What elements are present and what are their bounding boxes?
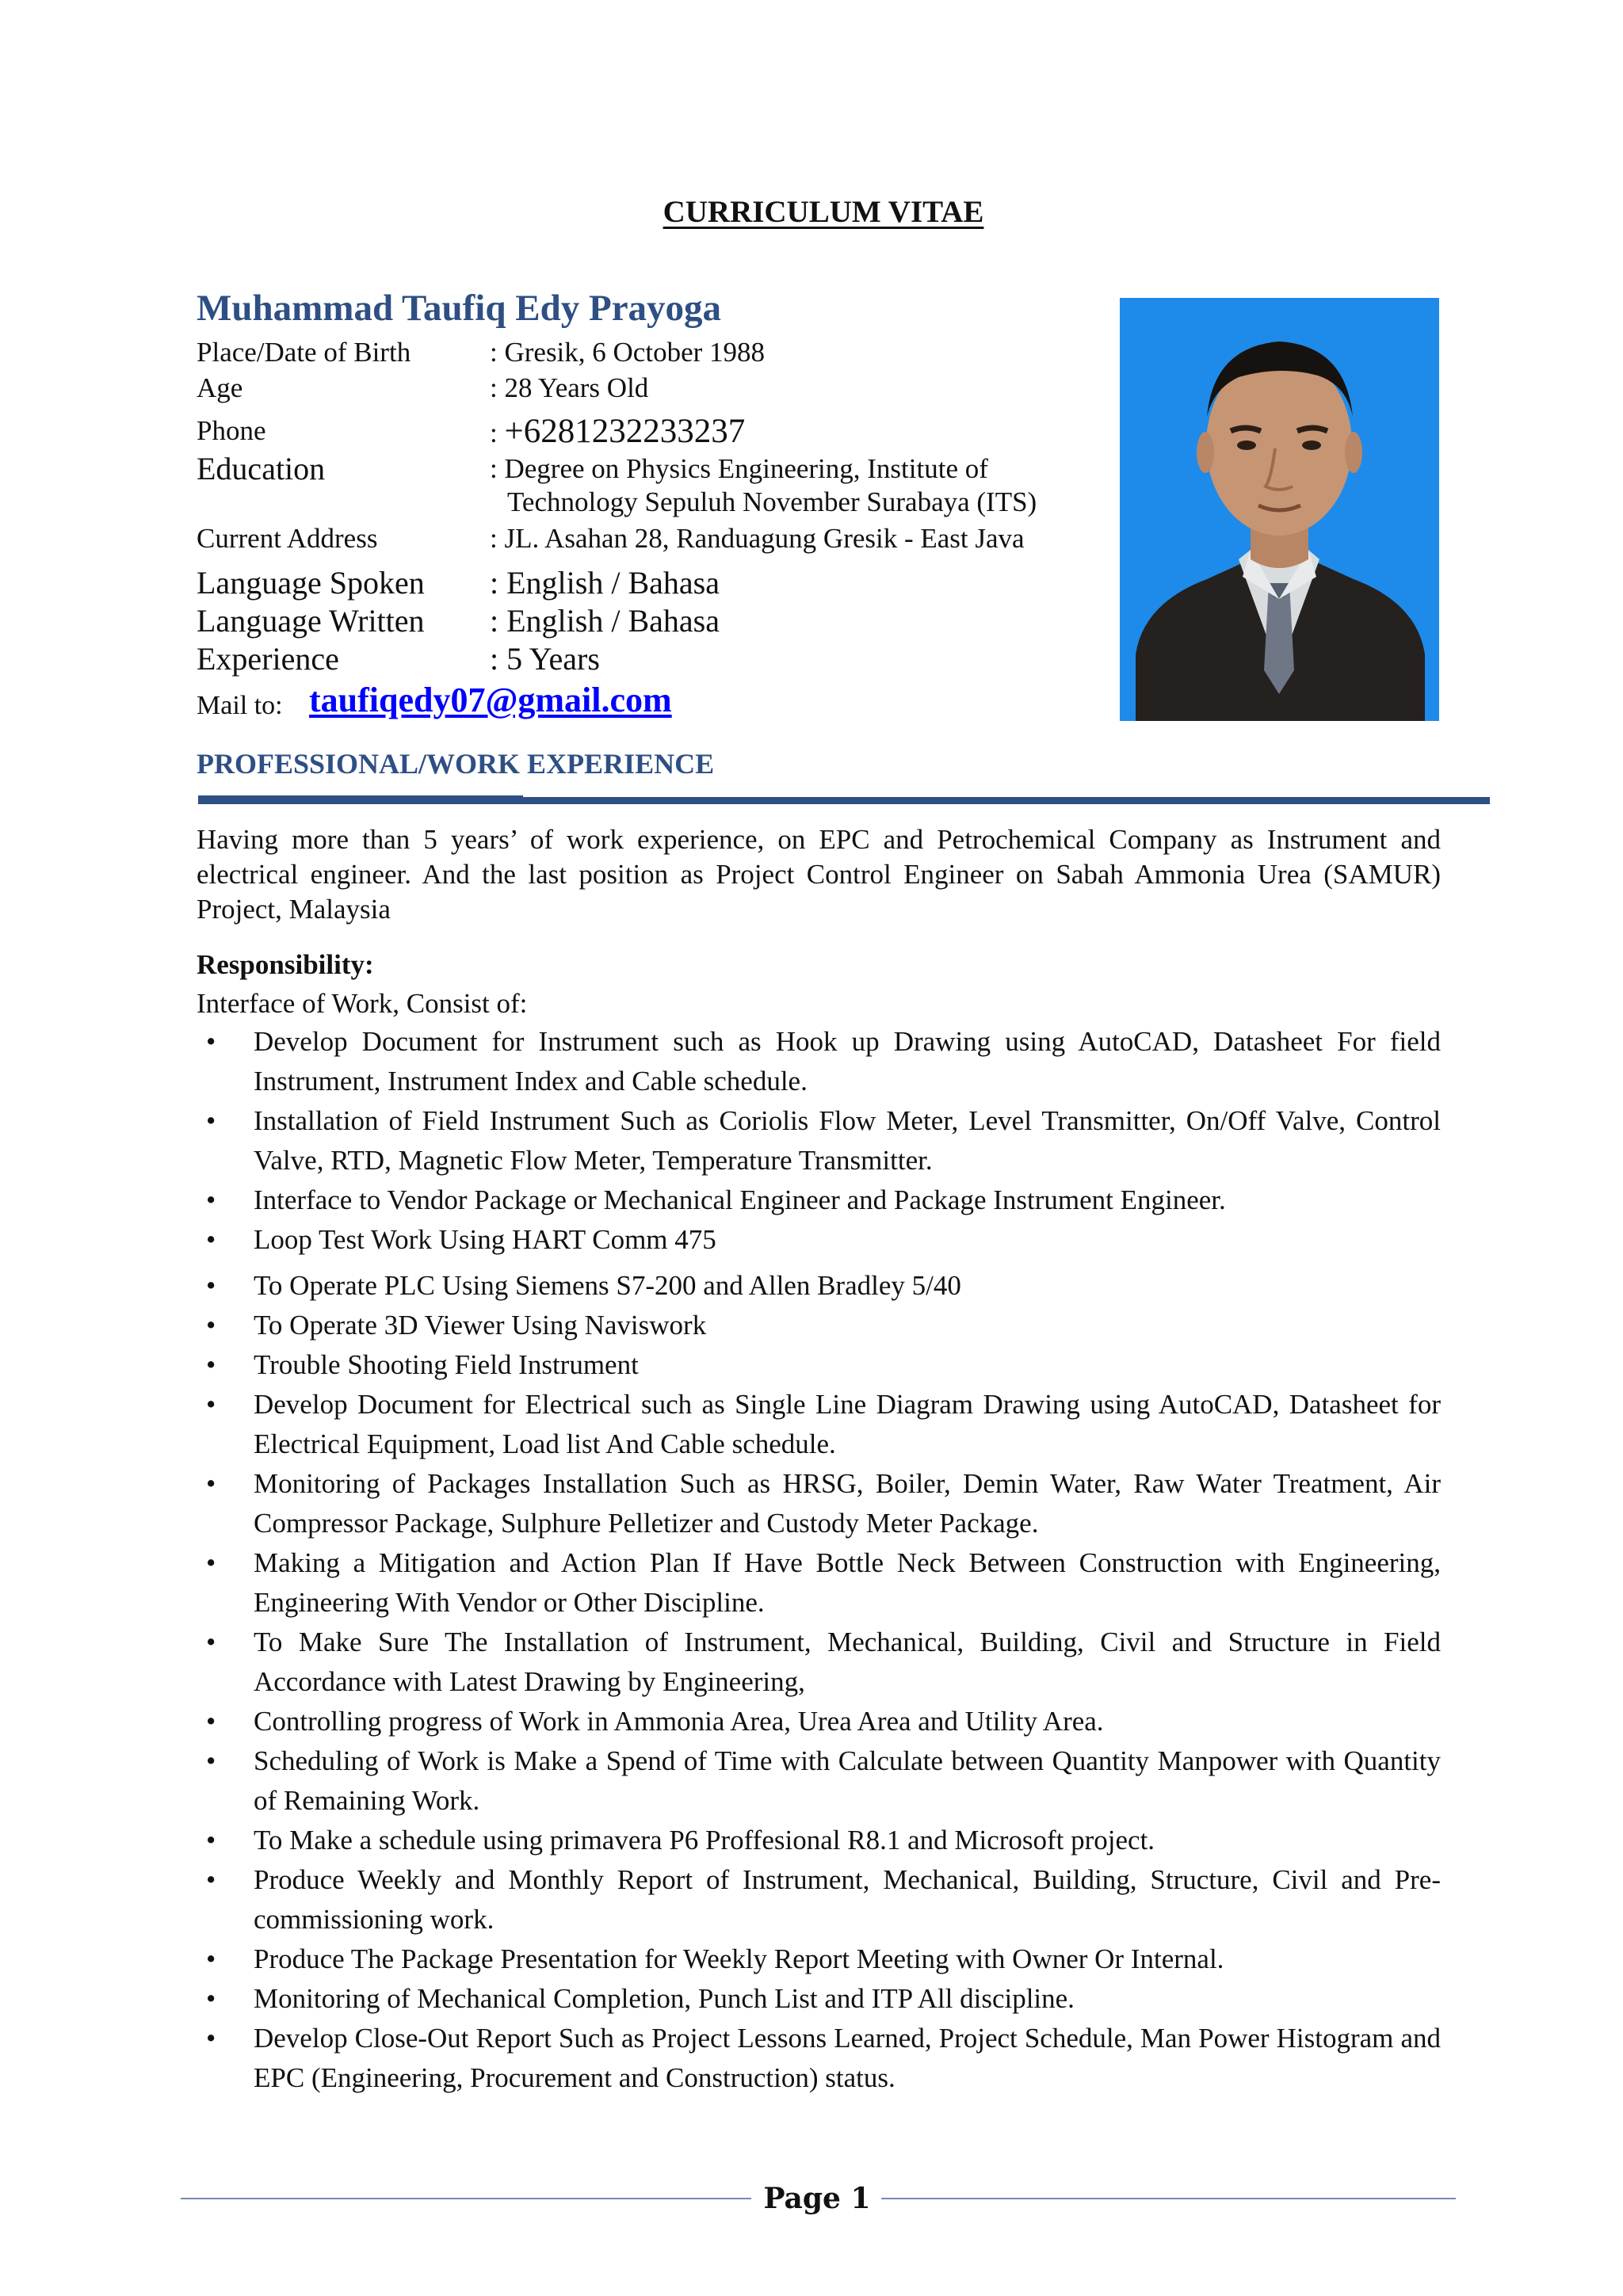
- list-item-text: To Make Sure The Installation of Instrument, Mechanical, Building, Civil and Structure in Field Accordance with Latest Drawing by Engineering,: [254, 1627, 1441, 1697]
- info-label: Education: [197, 451, 326, 486]
- portrait-illustration: [1120, 298, 1439, 721]
- list-item-text: Monitoring of Packages Installation Such as HRSG, Boiler, Demin Water, Raw Water Treatment, Air Compressor Package, Sulphure Pelletizer and Custody Meter Package.: [254, 1468, 1441, 1539]
- email-link[interactable]: taufiqedy07@gmail.com: [309, 681, 672, 719]
- list-item: [197, 1101, 1441, 1180]
- info-value: : English / Bahasa: [490, 565, 720, 601]
- info-row-address: [197, 523, 1124, 559]
- info-value: : Degree on Physics Engineering, Institute of: [490, 453, 988, 484]
- info-row-language-spoken: [197, 564, 1124, 602]
- list-item: [197, 1702, 1441, 1741]
- list-item: [197, 1464, 1441, 1543]
- section-divider: [198, 797, 1490, 804]
- info-value-continued: Technology Sepuluh November Surabaya (ITS): [507, 486, 1037, 517]
- info-label: Place/Date of Birth: [197, 337, 411, 368]
- bullet-dot-icon: •: [206, 1105, 216, 1136]
- info-label: Language Written: [197, 603, 425, 639]
- bullet-dot-icon: •: [206, 1389, 216, 1420]
- list-item-text: Produce The Package Presentation for Weekly Report Meeting with Owner Or Internal.: [254, 1943, 1224, 1974]
- list-item-text: To Operate 3D Viewer Using Naviswork: [254, 1310, 707, 1341]
- page-number: Page 1: [763, 2182, 871, 2215]
- bullet-dot-icon: •: [206, 1184, 216, 1215]
- bullet-dot-icon: •: [206, 1310, 216, 1341]
- list-item: [197, 1306, 1441, 1345]
- list-item: [197, 1741, 1441, 1821]
- list-item-text: Loop Test Work Using HART Comm 475: [254, 1224, 716, 1255]
- info-value: [490, 412, 745, 451]
- bullet-dot-icon: •: [206, 1983, 216, 2014]
- list-item-text: Trouble Shooting Field Instrument: [254, 1349, 639, 1380]
- list-item: [197, 1022, 1441, 1101]
- section-title-experience: PROFESSIONAL/WORK EXPERIENCE: [197, 748, 715, 780]
- list-item: [197, 1939, 1441, 1979]
- bullet-dot-icon: •: [206, 1349, 216, 1380]
- list-item-text: Installation of Field Instrument Such as Coriolis Flow Meter, Level Transmitter, On/Off Valve, Control Valve, RTD, Magnetic Flow Meter, Temperature Transmitter.: [254, 1105, 1441, 1176]
- info-row-age: [197, 372, 1124, 408]
- bullet-dot-icon: •: [206, 1026, 216, 1057]
- mail-label: Mail to:: [197, 691, 283, 720]
- phone-number: +6281232233237: [504, 413, 746, 450]
- footer-divider-right: [881, 2198, 1456, 2199]
- list-item: [197, 1860, 1441, 1939]
- bullet-dot-icon: •: [206, 1224, 216, 1255]
- list-item: [197, 2019, 1441, 2098]
- list-item: [197, 1345, 1441, 1385]
- responsibility-list: [197, 1022, 1441, 1260]
- list-item: [197, 1385, 1441, 1464]
- bullet-dot-icon: •: [206, 1627, 216, 1657]
- list-item: [197, 1220, 1441, 1260]
- info-value: : JL. Asahan 28, Randuagung Gresik - East Java: [490, 523, 1025, 554]
- list-item-text: Scheduling of Work is Make a Spend of Time with Calculate between Quantity Manpower with Quantity of Remaining Work.: [254, 1745, 1441, 1816]
- list-item: [197, 1266, 1441, 1306]
- info-label: Experience: [197, 641, 339, 677]
- bullet-dot-icon: •: [206, 1864, 216, 1895]
- responsibility-heading: Responsibility:: [197, 949, 374, 980]
- info-row-education: [197, 450, 1124, 521]
- bullet-dot-icon: •: [206, 1547, 216, 1578]
- info-value: : 5 Years: [490, 641, 600, 677]
- bullet-dot-icon: •: [206, 1468, 216, 1499]
- profile-photo: [1120, 298, 1439, 721]
- info-value: : Gresik, 6 October 1988: [490, 337, 766, 368]
- bullet-dot-icon: •: [206, 2023, 216, 2054]
- info-value: : 28 Years Old: [490, 372, 649, 403]
- info-value: : English / Bahasa: [490, 603, 720, 639]
- list-item-text: Monitoring of Mechanical Completion, Punch List and ITP All discipline.: [254, 1983, 1075, 2014]
- bullet-dot-icon: •: [206, 1825, 216, 1855]
- list-item-text: To Make a schedule using primavera P6 Proffesional R8.1 and Microsoft project.: [254, 1825, 1155, 1855]
- info-label: Current Address: [197, 523, 378, 554]
- list-item: [197, 1180, 1441, 1220]
- list-item-text: Interface to Vendor Package or Mechanical Engineer and Package Instrument Engineer.: [254, 1184, 1226, 1215]
- info-label: Age: [197, 372, 243, 403]
- info-row-language-written: [197, 602, 1124, 640]
- list-item-text: Develop Close-Out Report Such as Project Lessons Learned, Project Schedule, Man Power Histogram and EPC (Engineering, Procurement and Construction) status.: [254, 2023, 1441, 2093]
- list-item: [197, 1623, 1441, 1702]
- list-item-text: Produce Weekly and Monthly Report of Instrument, Mechanical, Building, Structure, Civil and Pre-commissioning work.: [254, 1864, 1441, 1935]
- bullet-dot-icon: •: [206, 1270, 216, 1301]
- bullet-dot-icon: •: [206, 1943, 216, 1974]
- document-title: CURRICULUM VITAE: [663, 195, 984, 229]
- list-item: [197, 1543, 1441, 1623]
- bullet-dot-icon: •: [206, 1706, 216, 1737]
- list-item-text: Controlling progress of Work in Ammonia Area, Urea Area and Utility Area.: [254, 1706, 1104, 1737]
- list-item-text: Develop Document for Instrument such as Hook up Drawing using AutoCAD, Datasheet For field Instrument, Instrument Index and Cable schedule.: [254, 1026, 1441, 1097]
- info-row-experience: [197, 640, 1124, 678]
- list-item: [197, 1821, 1441, 1860]
- list-item-text: To Operate PLC Using Siemens S7-200 and Allen Bradley 5/40: [254, 1270, 961, 1301]
- list-item-text: Making a Mitigation and Action Plan If Have Bottle Neck Between Construction with Engineering, Engineering With Vendor or Other Discipline.: [254, 1547, 1441, 1618]
- list-item: [197, 1979, 1441, 2019]
- candidate-name: Muhammad Taufiq Edy Prayoga: [197, 288, 722, 329]
- info-label: Language Spoken: [197, 565, 425, 601]
- info-row-phone: [197, 412, 1124, 452]
- responsibility-list-continued: [197, 1266, 1441, 2098]
- list-item-text: Develop Document for Electrical such as Single Line Diagram Drawing using AutoCAD, Datasheet for Electrical Equipment, Load list And Cable schedule.: [254, 1389, 1441, 1459]
- info-label: Phone: [197, 415, 266, 446]
- info-row-birth: [197, 337, 1124, 372]
- bullet-dot-icon: •: [206, 1745, 216, 1776]
- experience-summary: Having more than 5 years’ of work experience, on EPC and Petrochemical Company as Instrument and electrical engineer. And the last position as Project Control Engineer on Sabah Ammonia Urea (SAMUR) Project, Malaysia: [197, 824, 1441, 925]
- footer-divider-left: [181, 2198, 751, 2199]
- phone-prefix: :: [490, 418, 505, 448]
- responsibility-intro: Interface of Work, Consist of:: [197, 988, 528, 1019]
